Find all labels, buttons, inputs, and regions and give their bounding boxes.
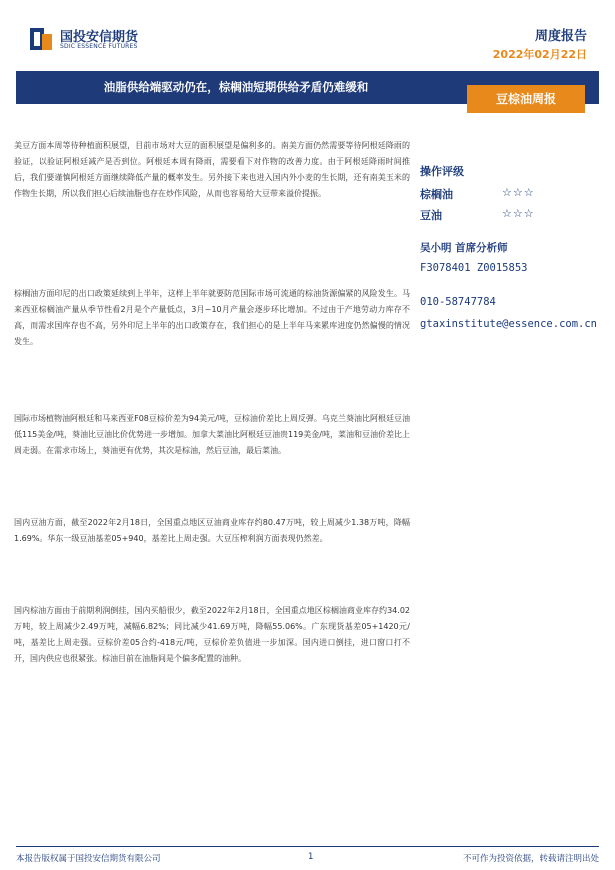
footer-copyright: 本报告版权属于国投安信期货有限公司 — [16, 854, 161, 864]
analyst-name: 吴小明 首席分析师 — [420, 242, 508, 254]
report-title: 油脂供给端驱动仍在，棕榈油短期供给矛盾仍难缓和 — [103, 80, 369, 94]
header-band — [16, 71, 599, 104]
rating-stars-icon: ☆☆☆ — [502, 186, 535, 199]
contact-email[interactable]: gtaxinstitute@essence.com.cn — [420, 318, 598, 330]
footer-disclaimer: 不可作为投资依据，转载请注明出处 — [462, 854, 599, 864]
rating-title: 操作评级 — [420, 165, 464, 178]
analyst-license: F3078401 Z0015853 — [420, 262, 528, 274]
paragraph-domestic-soybean-oil: 国内豆油方面，截至2022年2月18日，全国重点地区豆油商业库存约80.47万吨，较上周减少1.38万吨，降幅1.69%。华东一级豆油基差05+940，基差比上周走强。大豆压榨利润方面表现仍然差。 — [14, 518, 410, 543]
page-number: 1 — [308, 852, 314, 862]
report-tag-label: 豆棕油周报 — [495, 92, 556, 106]
paragraph-international-market: 国际市场植物油阿根廷和马来西亚F08豆棕价差为94美元/吨，豆棕油价差比上周反弹。乌克兰葵油比阿根廷豆油低115美金/吨，葵油比豆油比价优势进一步增加。加拿大菜油比阿根廷豆油贵119美金/吨，菜油和豆油价差比上周走弱。在需求市场上，葵油更有优势，其次是棕油，然后豆油，最后菜油。 — [14, 414, 410, 455]
rating-name: 豆油 — [420, 209, 442, 222]
rating-row-palm-oil — [420, 186, 555, 202]
report-date: 2022年02月22日 — [492, 48, 587, 61]
paragraph-domestic-palm-oil: 国内棕油方面由于前期利润倒挂，国内买船很少，截至2022年2月18日，全国重点地区棕榈油商业库存约34.02万吨，较上周减少2.49万吨，减幅6.82%；同比减少41.69万吨，降幅55.06%。广东现货基差05+1420元/吨，基差比上周走强。豆棕价差05合约-418元/吨，豆棕价差负值进一步加深。国内进口倒挂，进口窗口打不开，国内供应也很紧张。棕油目前在油脂间是个偏多配置的油种。 — [14, 606, 410, 663]
paragraph-us-soybean: 美豆方面本周等待种植面积展望，目前市场对大豆的面积展望是偏利多的。南美方面仍然需要等待阿根廷降雨的验证，以验证阿根廷减产是否到位。阿根廷本周有降雨，需要看下对作物的改善力度。由于阿根廷降雨时间推后，我们要谨慎阿根廷方面继续降低产量的概率发生。另外接下来也进入国内外小麦的生长期，还有南美玉米的作物生长期，所以我们担心后续油脂也存在炒作风险，从而也容易给大豆带来溢价提振。 — [14, 141, 410, 198]
report-type: 周度报告 — [534, 29, 587, 44]
logo-name-en: SDIC ESSENCE FUTURES — [60, 43, 138, 50]
rating-stars-icon: ☆☆☆ — [502, 207, 535, 220]
logo-mark-icon — [30, 26, 52, 52]
paragraph-palm-oil: 棕榈油方面印尼的出口政策延续到上半年，这样上半年就要防范国际市场可流通的棕油货源偏紧的风险发生。马来西亚棕榈油产量从季节性看2月是个产量低点，3月~10月产量会逐步环比增加。不过由于产地劳动力库存不高，而需求国库存也不高，另外印尼上半年的出口政策存在，我们担心的是上半年马来累库进度仍然偏慢的情况发生。 — [14, 289, 410, 346]
logo-name-cn: 国投安信期货 — [60, 30, 139, 45]
contact-phone: 010-58747784 — [420, 296, 496, 308]
report-tag — [467, 85, 585, 113]
rating-row-soybean-oil — [420, 207, 555, 223]
footer-divider — [16, 846, 599, 847]
rating-name: 棕榈油 — [420, 188, 453, 201]
